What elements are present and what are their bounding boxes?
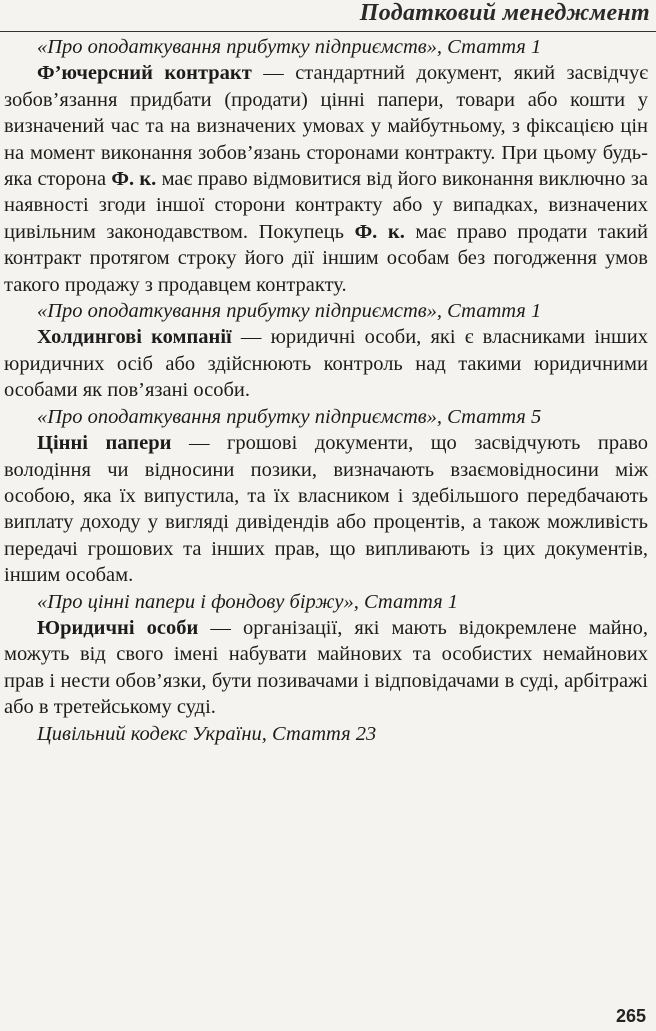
running-header: Податковий менеджмент <box>359 0 650 26</box>
source-citation: «Про оподаткування прибутку підприємств», Стаття 5 <box>37 405 542 428</box>
header-rule <box>0 31 656 32</box>
glossary-entry-holding-companies <box>4 324 648 403</box>
source-citation: «Про цінні папери і фондову біржу», Стаття 1 <box>37 590 458 613</box>
glossary-entry-securities <box>4 430 648 588</box>
glossary-term: Ф’ючерсний контракт <box>37 62 252 85</box>
definition-text: має право відмовитися від його виконання виключно за наявності згоди іншої сторони контракту або у випадках, визначених цивільним законодавством. Покупець <box>4 168 648 243</box>
source-citation: «Про оподаткування прибутку підприємств», Стаття 1 <box>37 300 542 323</box>
glossary-content <box>4 34 648 747</box>
term-abbreviation: Ф. к. <box>354 220 405 243</box>
page-number: 265 <box>615 1006 646 1026</box>
source-citation: «Про оподаткування прибутку підприємств», Стаття 1 <box>37 36 542 58</box>
glossary-entry-futures-contract <box>4 60 648 298</box>
term-abbreviation: Ф. к. <box>111 168 157 191</box>
definition-text: має право продати такий контракт протягом строку його дії іншим особам без погодження умов такого продажу з продавцем контракту. <box>4 220 649 296</box>
definition-text: — організації, які мають відокремлене майно, можуть від свого імені набувати майнових та особистих немайнових прав і нести обов’язки, бути позивачами і відповідачами в суді, арбітражі або в третейському суді. <box>4 616 648 719</box>
glossary-term: Юридичні особи <box>37 616 199 639</box>
glossary-entry-legal-entities <box>4 615 648 721</box>
glossary-term: Цінні папери <box>37 432 172 455</box>
definition-text: — юридичні особи, які є власниками інших юридичних осіб або здійснюють контроль над такими юридичними особами як пов’язані особи. <box>4 326 648 402</box>
glossary-term: Холдингові компанії <box>37 326 232 349</box>
source-citation: Цивільний кодекс України, Стаття 23 <box>37 722 377 745</box>
definition-text: — стандартний документ, який засвідчує зобов’язання придбати (продати) цінні папери, товари або кошти у визначений час та на визначених умовах у майбутньому, з фіксацією цін на момент виконання зобов’язань сторонами контракту. При цьому будь-яка сторона <box>4 62 648 191</box>
definition-text: — грошові документи, що засвідчують право володіння чи відносини позики, визначають взаємовідносини між особою, яка їх випустила, та їх власником і здебільшого передбачають виплату доходу у вигляді дивідендів або процентів, а також можливість передачі грошових та інших прав, що випливають із цих документів, іншим особам. <box>4 432 648 587</box>
